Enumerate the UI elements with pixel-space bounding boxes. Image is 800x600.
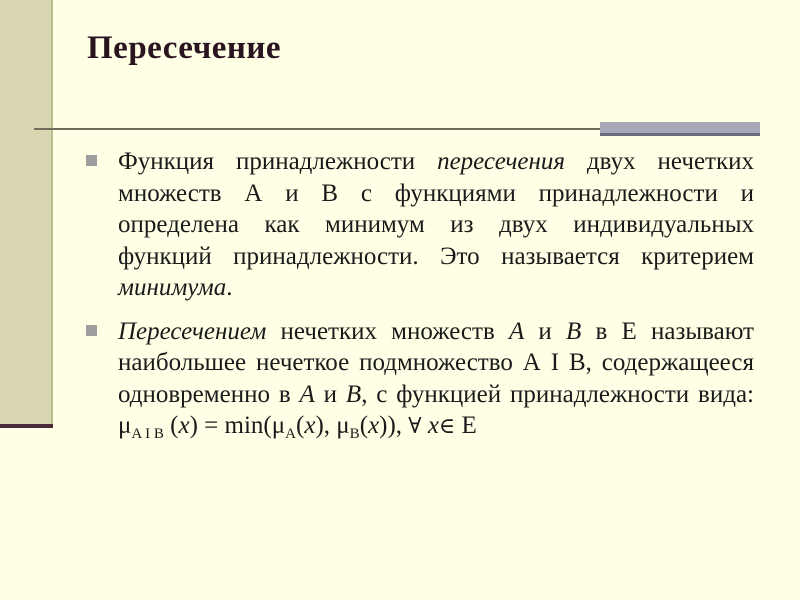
decorative-left-bar [0, 0, 53, 428]
square-bullet-icon [86, 325, 97, 336]
variable-x: x [178, 412, 190, 439]
bullet-text: . [226, 274, 233, 301]
slide-body [86, 146, 754, 463]
bullet-text: ), μ [315, 412, 350, 439]
set-symbol: B [566, 317, 582, 345]
bullet-text: Функция принадлежности [118, 148, 438, 175]
subscript: A [285, 426, 296, 442]
subscript: B [349, 426, 360, 442]
set-symbol: A [299, 380, 315, 408]
bullet-text: , с функцией принадлежности вида: μ [118, 380, 754, 439]
emphasis-text: пересечения [437, 148, 566, 175]
bullet-text: двух нечетких множеств А и В с функциями принадлежности и определена как минимум из двух индивидуальных функций принадлежности. Это называется критерием [118, 148, 754, 270]
bullet-text: ( [359, 412, 369, 439]
bullet-text: )), [379, 412, 409, 439]
bullet-item-2 [86, 316, 754, 451]
set-symbol: B [345, 380, 362, 408]
divider-accent-block [600, 122, 760, 136]
emphasis-text: Пересечением [118, 317, 267, 345]
bullet-text: в Е называют наибольшее нечеткое подмножество А I В, содержащееся одновременно в [118, 317, 754, 408]
square-bullet-icon [86, 155, 97, 166]
slide-title: Пересечение [87, 30, 282, 66]
decorative-left-bar-accent [0, 424, 53, 428]
variable-x: x [368, 412, 380, 439]
bullet-text: Е [455, 412, 477, 439]
bullet-text: и [524, 317, 567, 345]
bullet-text: ( [296, 412, 305, 439]
forall-symbol: ∀ [408, 414, 422, 439]
variable-x: x [427, 412, 439, 439]
bullet-text: нечетких множеств [266, 317, 509, 345]
bullet-text: ( [163, 412, 179, 439]
bullet-item-1 [86, 146, 754, 304]
variable-x: x [304, 412, 316, 439]
set-symbol: A [508, 317, 525, 345]
subscript: A I B [131, 426, 164, 442]
element-of-symbol: ∈ [438, 414, 456, 439]
emphasis-text: минимума [118, 274, 227, 301]
bullet-text: и [314, 380, 346, 408]
bullet-text: ) = min(μ [189, 412, 286, 439]
